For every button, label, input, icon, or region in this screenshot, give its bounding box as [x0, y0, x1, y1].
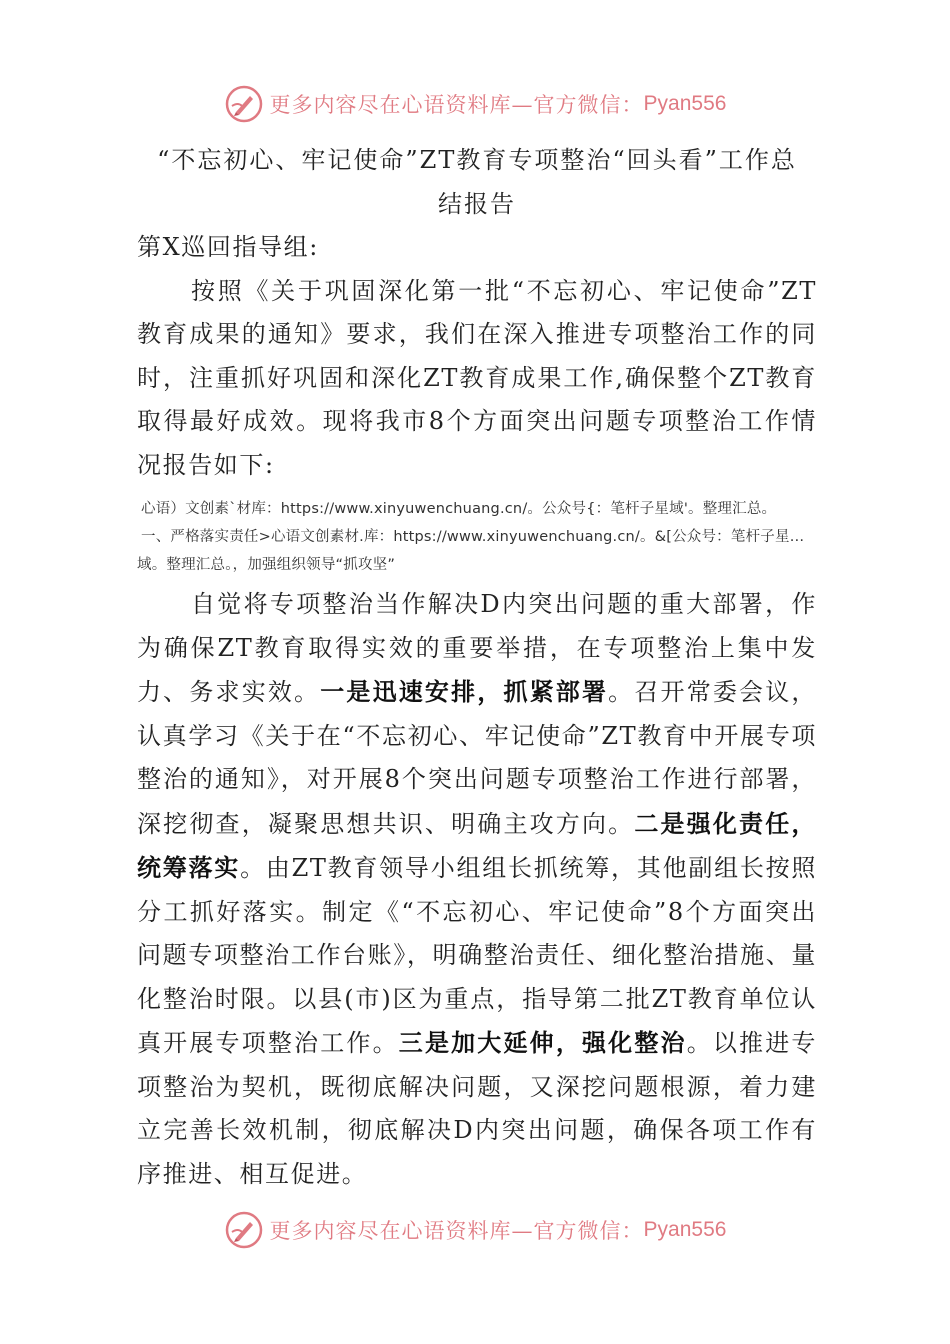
title-line-1: “不忘初心、牢记使命”ZT教育专项整治“回头看”工作总 [157, 146, 797, 174]
top-banner [0, 82, 950, 126]
body-text-2: 。召开常委会议，认真学习《关于在“不忘初心、牢记使命”ZT教育中开展专项整治的通知》，对开展8个突出问题专项整治工作进行部署，深挖彻查，凝聚思想共识、明确主攻方向。 [137, 678, 817, 838]
title-line-2: 结报告 [438, 190, 516, 218]
pen-logo-icon [224, 84, 264, 124]
section-heading-note: 一、严格落实责任>心语文创素材.库：https://www.xinyuwenchuang.cn/。&[公众号：笔杆子星…域。整理汇总。，加强组织领导“抓攻坚” [137, 529, 805, 573]
banner-text: 更多内容尽在心语资料库—官方微信： [269, 93, 644, 117]
pen-logo-icon [224, 1210, 264, 1250]
bottom-banner [0, 1208, 950, 1252]
banner-wechat-id: Pyan556 [643, 1218, 727, 1241]
document-body [137, 138, 817, 1196]
intro-paragraph: 按照《关于巩固深化第一批“不忘初心、牢记使命”ZT教育成果的通知》要求，我们在深入推进专项整治工作的同时，注重抓好巩固和深化ZT教育成果工作,确保整个ZT教育取得最好成效。现将我市8个方面突出问题专项整治工作情况报告如下: [137, 276, 817, 479]
bold-point-2: 二是强化责任，统筹落实 [137, 808, 817, 882]
addressee: 第X巡回指导组: [137, 233, 319, 261]
body-text-1: 自觉将专项整治当作解决D内突出问题的重大部署，作为确保ZT教育取得实效的重要举措，在专项整治上集中发力、务求实效。 [137, 590, 817, 706]
body-text-3: 。由ZT教育领导小组组长抓统筹，其他副组长按照分工抓好落实。制定《“不忘初心、牢记使命”8个方面突出问题专项整治工作台账》，明确整治责任、细化整治措施、量化整治时限。以县(市)区为重点，指导第二批ZT教育单位认真开展专项整治工作。 [137, 854, 817, 1057]
banner-wechat-id: Pyan556 [643, 92, 727, 115]
source-note-1: 心语）文创素`材库：https://www.xinyuwenchuang.cn/。公众号{：笔杆子星域'。整理汇总。 [141, 501, 777, 517]
bold-point-1: 一是迅速安排，抓紧部署 [320, 677, 609, 706]
bold-point-3: 三是加大延伸，强化整治 [398, 1028, 687, 1057]
body-paragraph [137, 583, 817, 1196]
banner-text: 更多内容尽在心语资料库—官方微信： [269, 1219, 644, 1243]
body-text-4: 。以推进专项整治为契机，既彻底解决问题，又深挖问题根源，着力建立完善长效机制，彻底解决D内突出问题，确保各项工作有序推进、相互促进。 [137, 1029, 818, 1188]
